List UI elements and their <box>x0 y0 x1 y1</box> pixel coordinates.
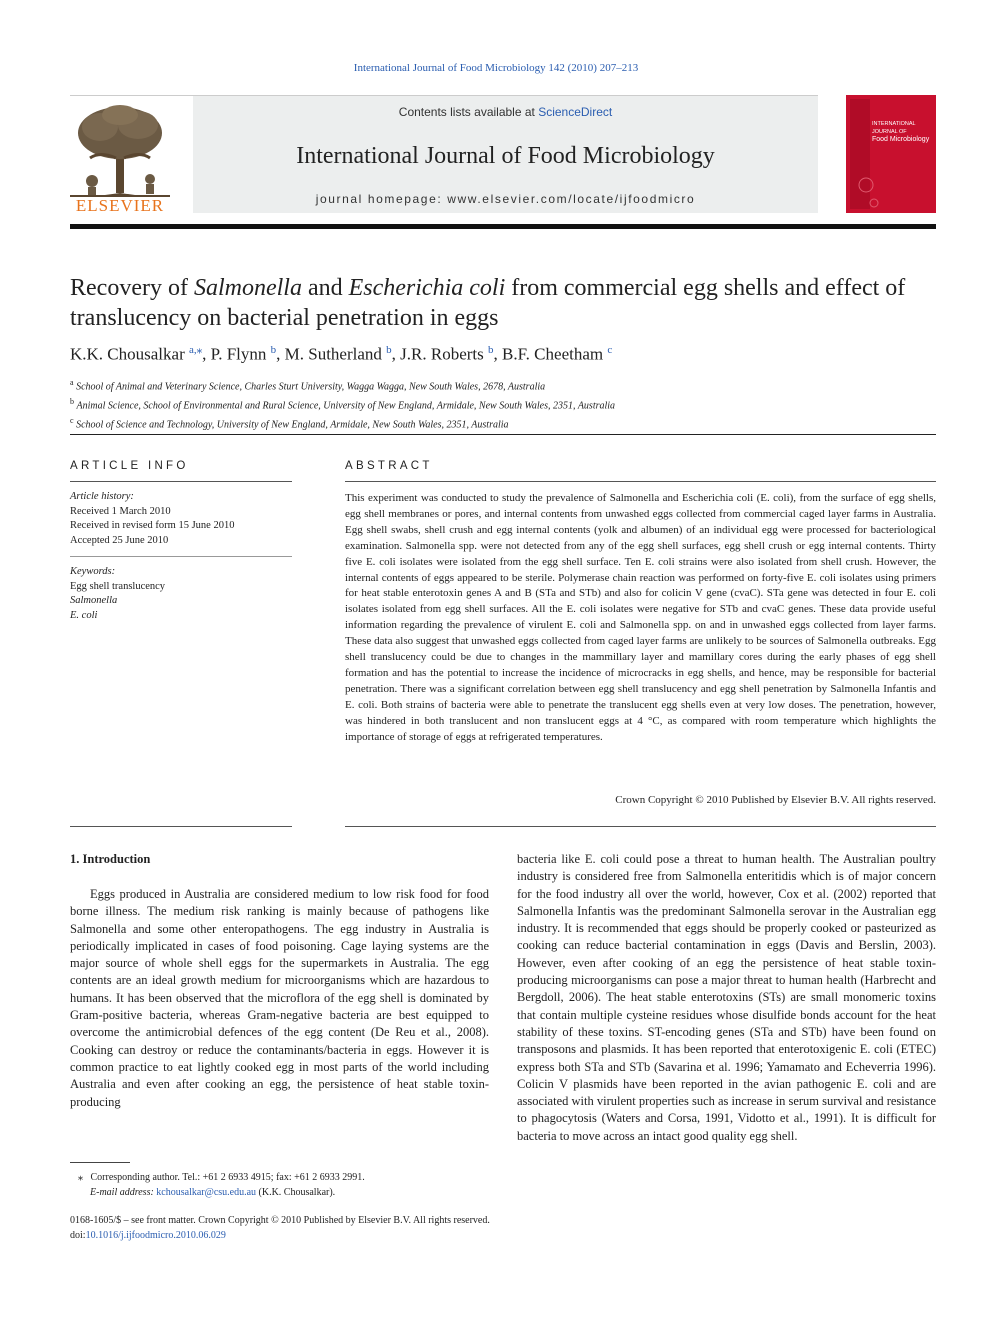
history-keywords-rule <box>70 556 292 557</box>
sciencedirect-link[interactable]: ScienceDirect <box>538 105 613 119</box>
keywords-label: Keywords: <box>70 566 116 577</box>
info-bottom-rule <box>70 826 292 827</box>
doi-line: doi:10.1016/j.ijfoodmicro.2010.06.029 <box>70 1230 226 1241</box>
elsevier-wordmark: ELSEVIER <box>75 196 165 215</box>
journal-cover-thumbnail <box>846 95 936 213</box>
keywords-block <box>70 565 292 623</box>
abstract-bottom-rule <box>345 826 936 827</box>
journal-homepage-link[interactable]: www.elsevier.com/locate/ijfoodmicro <box>447 192 696 206</box>
keyword-item: E. coli <box>70 609 98 621</box>
author-name[interactable]: J.R. Roberts <box>400 344 484 364</box>
footnotes <box>78 1170 498 1200</box>
author-affil-mark[interactable]: c <box>607 344 613 356</box>
journal-homepage: journal homepage: www.elsevier.com/locate/ijfoodmicro <box>315 192 696 206</box>
corresponding-author-note: ⁎ Corresponding author. Tel.: +61 2 6933 4915; fax: +61 2 6933 2991. <box>78 1172 365 1183</box>
author-name[interactable]: B.F. Cheetham <box>502 344 604 364</box>
cover-title: INTERNATIONAL JOURNAL OF Food Microbiology <box>872 121 930 143</box>
intro-right-column: bacteria like E. coli could pose a threat to human health. The Australian poultry industry is considered free from Salmonella enteritidis which is of major concern for the food industry all over the world, however, Cox et al. (2002) reported that Salmonella Infantis was the predominant Salmonella serovar in the Australian egg industry. It is recommended that eggs should be properly cooked or pasteurized as cooking can reduce bacterial contamination in eggs (Davis and Berslin, 2003). However, even after cooking of an egg the persistence of heat stable toxin-producing microorganisms can pose a major threat to human health (Harbrecht and Bergdoll, 2006). The heat stable enterotoxins (STs) are small monomeric toxins that contain multiple cysteine residues whose disulfide bonds account for the heat stability of these toxins. ST-encoding genes (STa and STb) have been found on transposons and plasmids. It has been reported that enterotoxigenic E. coli (ETEC) express both STa and STb (Savarina et al. 1996; Yamamato and Echeverria 1996). Colicin V plasmids have been reported in the avian pathogenic E. coli and are associated with virulent properties such as increase in serum survival and resistance to phagocytosis (Waters and Corsa, 1991, Vidotto et al., 1991). It is difficult for bacteria to move across an intact good quality egg shell. <box>517 852 936 1143</box>
revised-date: Received in revised form 15 June 2010 <box>70 520 235 531</box>
author-affil-mark[interactable]: a,⁎ <box>188 344 203 356</box>
journal-title: International Journal of Food Microbiology <box>296 143 715 169</box>
front-matter-info <box>70 1213 670 1243</box>
accepted-date: Accepted 25 June 2010 <box>70 534 169 546</box>
author-name[interactable]: P. Flynn <box>210 344 267 364</box>
article-info-rule <box>70 481 292 482</box>
author-name[interactable]: K.K. Chousalkar <box>70 344 185 364</box>
affiliations <box>70 376 936 432</box>
author-name[interactable]: M. Sutherland <box>284 344 382 364</box>
affiliation-item: $^b$ Animal Science, School of Environmental and Rural Science, University of New England, Armidale, New South Wales, 2351, Australia <box>70 396 616 412</box>
author-email-link[interactable]: kchousalkar@csu.edu.au <box>156 1187 257 1198</box>
abstract-rule <box>345 481 936 482</box>
affiliation-item: $^c$ School of Science and Technology, University of New England, Armidale, New South Wales, 2351, Australia <box>70 415 509 430</box>
author-list: K.K. Chousalkar $^{a,⁎}$, P. Flynn $^b$, M. Sutherland $^b$, J.R. Roberts $^b$, B.F. Cheetham $^c$ <box>70 344 613 364</box>
email-note: E-mail address: kchousalkar@csu.edu.au (K.K. Chousalkar). <box>90 1187 336 1198</box>
keyword-item: Salmonella <box>70 595 118 606</box>
keyword-item: Egg shell translucency <box>70 580 166 592</box>
doi-link[interactable]: 10.1016/j.ijfoodmicro.2010.06.029 <box>85 1230 226 1241</box>
author-affil-mark[interactable]: b <box>270 344 277 356</box>
introduction-heading: 1. Introduction <box>70 852 151 866</box>
article-info-heading: ARTICLE INFO <box>70 460 189 472</box>
received-date: Received 1 March 2010 <box>70 505 171 517</box>
history-label: Article history: <box>70 491 134 502</box>
affiliation-item: $^a$ School of Animal and Veterinary Science, Charles Sturt University, Wagga Wagga, New South Wales, 2678, Australia <box>70 378 546 393</box>
affiliation-divider <box>70 434 936 435</box>
abstract-copyright: Crown Copyright © 2010 Published by Elsevier B.V. All rights reserved. <box>615 794 936 806</box>
abstract-text: This experiment was conducted to study the prevalence of Salmonella and Escherichia coli (E. coli), from the surface of egg shells, egg shell membranes or pores, and internal contents from unwashed eggs collected from commercial caged layer farms in Australia. Egg shell swabs, shell crush and egg internal contents (yolk and albumen) of an individual egg were processed for bacteriological examination. Salmonella spp. were not detected from any of the egg shell surfaces, egg shell crush or egg internal contents. Thirty five E. coli isolates were isolated from the egg shell surface. Ten E. coli strains were also isolated from shell crush. However, the internal contents of eggs appeared to be sterile. Polymerase chain reaction was performed on forty-five E. coli isolates using primers for heat stable enterotoxin genes A and B (STa and STb) and also for colicin V gene (cvaC). STa gene was detected in four E. coli isolates isolated from egg shell surfaces. All the E. coli isolates were negative for STb and cvaC genes. These data provide useful information regarding the prevalence of virulent E. coli and Salmonella spp. on and in unwashed eggs collected from layer farms. These data also suggest that unwashed eggs collected from caged layer farms are unlikely to be sources of Salmonella outbreaks. Egg shell translucency could be due to changes in the mammillary layer and mamillary cores during the early phases of egg shell formation and has the potential to increase the incidence of microcracks in egg shells, and hence, may be responsible for bacterial penetration. There was a significant correlation between egg shell translucency and egg shell penetration by Salmonella Infantis and E. coli. Both strains of bacteria were able to penetrate the translucent egg shells even at very low doses. The penetration, however, was hindered in both translucent and non translucent eggs at 4 °C, as compared with room temperature which highlights the importance of storage of eggs at refrigerated temperatures. <box>345 492 936 743</box>
article-history <box>70 490 292 548</box>
author-affil-mark[interactable]: b <box>386 344 392 356</box>
footnote-rule <box>70 1162 130 1163</box>
journal-citation[interactable]: International Journal of Food Microbiology 142 (2010) 207–213 <box>353 62 639 74</box>
intro-left-column: Eggs produced in Australia are considered medium to low risk food for food borne illness. The medium risk ranking is mainly because of pathogens like Salmonella and some other enteropathogens. The egg industry in Australia is periodically implicated in cases of food poisoning. Cage laying systems are the major source of whole shell eggs for the supermarkets in Australia. The egg contents are an ideal growth medium for microorganisms which are hazardous to humans. It has been observed that the microflora of the egg shell is dominated by Gram-positive bacteria, whereas Gram-negative bacteria are best equipped to overcome the antimicrobial defences of the egg content (De Reu et al., 2008). Cooking can destroy or reduce the contaminants/bacteria in eggs. However it is common practice to eat lightly cooked egg in most parts of the world including Australia and even after cooking an egg, the persistence of heat stable toxin-producing <box>70 887 489 1109</box>
issn-line: 0168-1605/$ – see front matter. Crown Copyright © 2010 Published by Elsevier B.V. All rights reserved. <box>70 1215 490 1226</box>
author-affil-mark[interactable]: b <box>488 344 494 356</box>
contents-availability: Contents lists available at ScienceDirect <box>398 105 613 119</box>
article-title: Recovery of Salmonella and Escherichia coli from commercial egg shells and effect of translucency on bacterial penetration in eggs <box>70 275 906 331</box>
header-divider <box>70 224 936 229</box>
abstract-heading: ABSTRACT <box>345 460 433 472</box>
